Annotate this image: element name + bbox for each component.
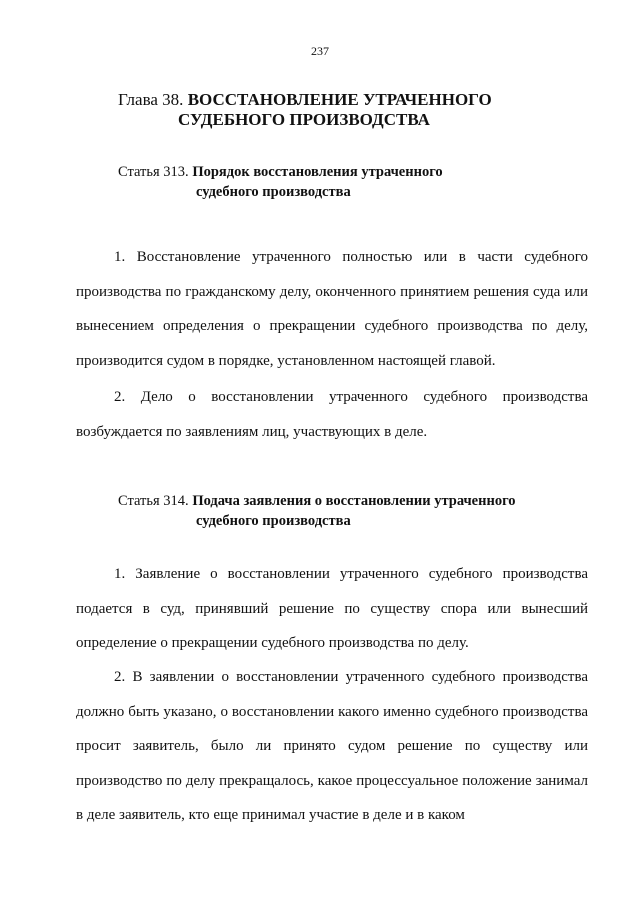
chapter-title-line2: СУДЕБНОГО ПРОИЗВОДСТВА <box>178 110 430 129</box>
chapter-prefix: Глава 38. <box>118 90 184 109</box>
article-313-heading <box>118 162 588 202</box>
chapter-title-line1: ВОССТАНОВЛЕНИЕ УТРАЧЕННОГО <box>187 90 492 109</box>
article-313-paragraph-1: 1. Восстановление утраченного полностью или в части судебного производства по гражданскому делу, оконченного принятием решения суда или вынесением определения о прекращении судебного производства по делу, производится судом в порядке, установленном настоящей главой. <box>76 249 588 369</box>
article-314-heading <box>118 491 588 531</box>
article-314-prefix: Статья 314. <box>118 493 189 509</box>
article-313-title-line2: судебного производства <box>196 184 351 200</box>
page-number: 237 <box>311 44 329 58</box>
article-313-prefix: Статья 313. <box>118 164 189 180</box>
article-313-paragraph-2: 2. Дело о восстановлении утраченного судебного производства возбуждается по заявлениям лиц, участвующих в деле. <box>76 389 588 440</box>
article-314-paragraph-2: 2. В заявлении о восстановлении утраченного судебного производства должно быть указано, о восстановлении какого именно судебного производства просит заявитель, было ли принято судом решение по существу или производство по делу прекращалось, какое процессуальное положение занимал в деле заявитель, кто еще принимал участие в деле и в каком <box>76 669 588 823</box>
chapter-heading <box>118 90 538 130</box>
article-313-title-line1: Порядок восстановления утраченного <box>192 164 443 180</box>
article-314-title-line2: судебного производства <box>196 513 351 529</box>
article-314-paragraph-1: 1. Заявление о восстановлении утраченного судебного производства подается в суд, принявший решение по существу спора или вынесший определение о прекращении судебного производства по делу. <box>76 566 588 651</box>
article-314-title-line1: Подача заявления о восстановлении утраченного <box>192 493 516 509</box>
